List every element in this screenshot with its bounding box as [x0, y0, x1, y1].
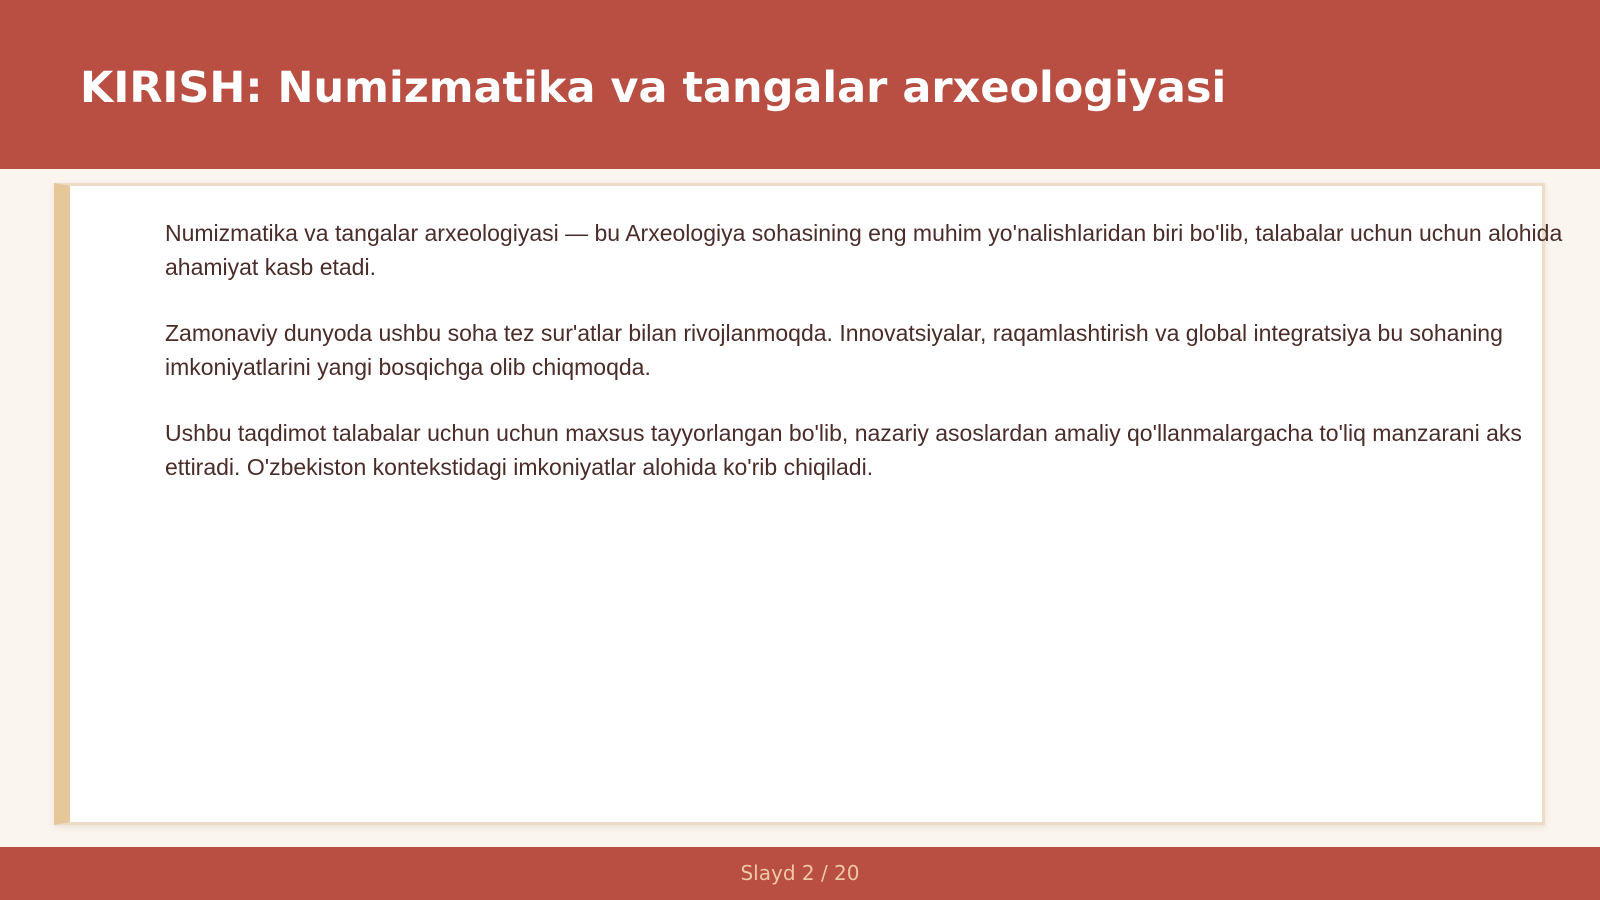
slide-title: KIRISH: Numizmatika va tangalar arxeologiyasi [80, 63, 1227, 113]
paragraph-intro: Numizmatika va tangalar arxeologiyasi — bu Arxeologiya sohasining eng muhim yo'nalishlaridan biri bo'lib, talabalar uchun uchun alohida ahamiyat kasb etadi. [165, 220, 1563, 280]
slide-header [0, 0, 1600, 169]
content-card [54, 183, 1563, 825]
slide-footer [0, 847, 1600, 900]
paragraph-presentation: Ushbu taqdimot talabalar uchun uchun maxsus tayyorlangan bo'lib, nazariy asoslardan amaliy qo'llanmalargacha to'liq manzarani aks ettiradi. O'zbekiston kontekstidagi imkoniyatlar alohida ko'rib chiqiladi. [165, 420, 1522, 480]
content-body [165, 216, 1565, 516]
paragraph-modern: Zamonaviy dunyoda ushbu soha tez sur'atlar bilan rivojlanmoqda. Innovatsiyalar, raqamlashtirish va global integratsiya bu sohaning imkoniyatlarini yangi bosqichga olib chiqmoqda. [165, 320, 1503, 380]
slide-counter: Slayd 2 / 20 [740, 861, 860, 885]
